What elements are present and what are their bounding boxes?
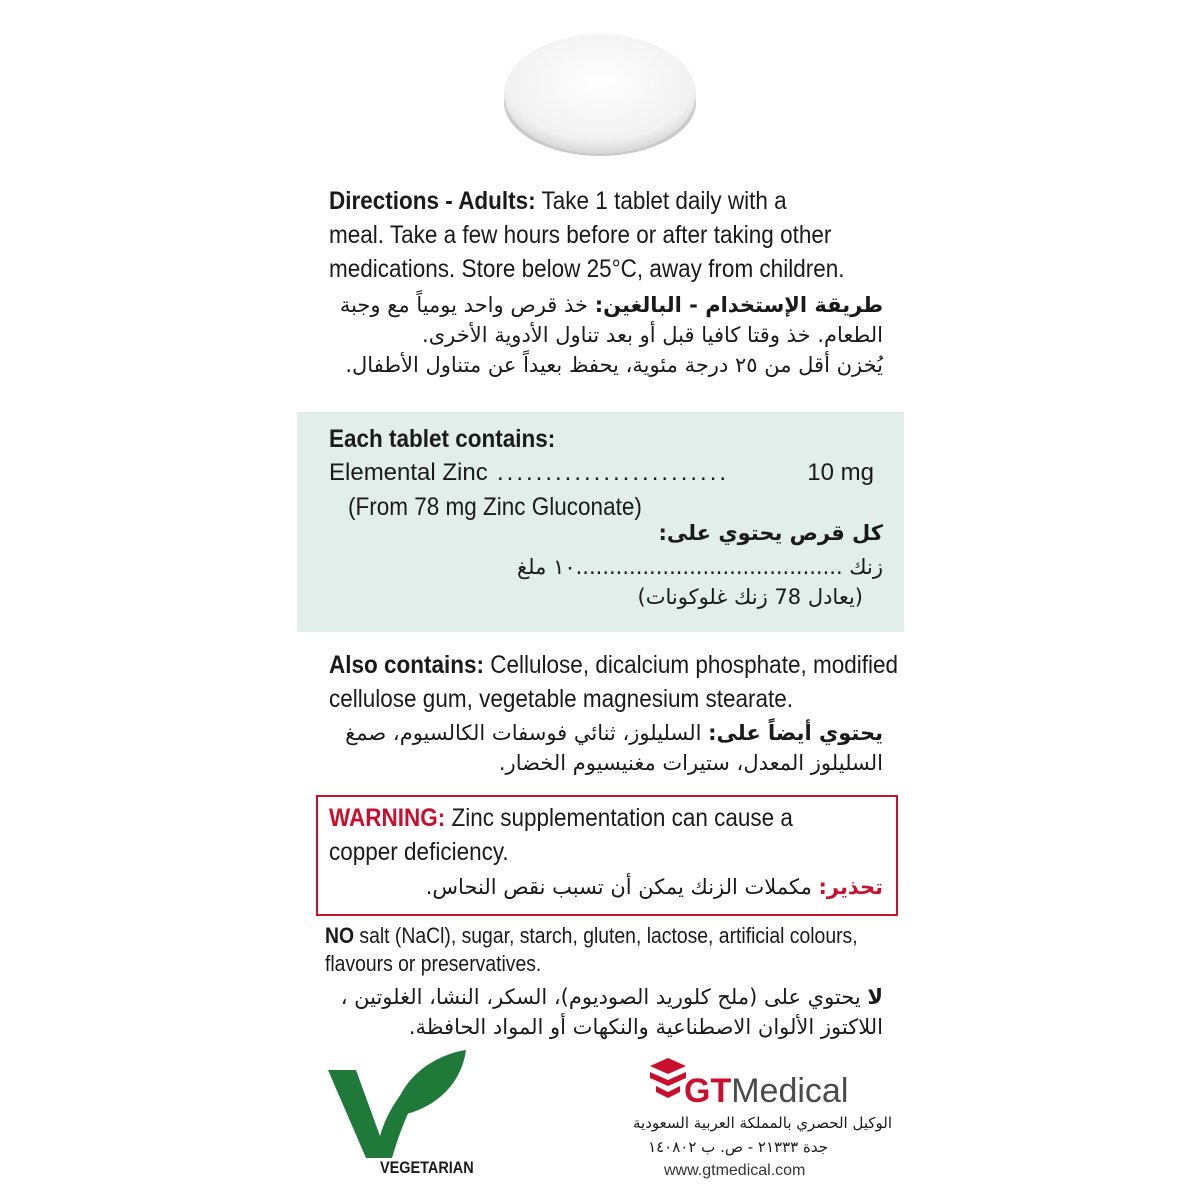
warning-label: WARNING:	[329, 804, 446, 832]
gt-brand: GT	[684, 1072, 732, 1110]
ingredient-name: Elemental Zinc	[329, 459, 488, 486]
gt-name: Medical	[731, 1072, 849, 1110]
directions-arabic	[303, 290, 883, 380]
zinc-row-arabic: زنك ........................................١٠ ملغ	[517, 555, 883, 579]
warning-line-1: Zinc supplementation can cause a	[445, 804, 793, 832]
tablet-image	[503, 28, 697, 158]
vegetarian-label: VEGETARIAN	[380, 1158, 474, 1177]
free-from-arabic-line-1: يحتوي على (ملح كلوريد الصوديوم)، السكر، النشا، الغلوتين ،	[340, 985, 868, 1009]
vegetarian-v-leaf-icon	[328, 1050, 468, 1160]
free-from-label-arabic: لا	[867, 985, 883, 1009]
also-contains-arabic	[323, 718, 883, 778]
directions-label: Directions - Adults:	[329, 187, 536, 215]
ingredient-source-arabic: (يعادل 78 زنك غلوكونات)	[637, 585, 863, 609]
directions-label-arabic: طريقة الإستخدام - البالغين:	[594, 293, 883, 317]
gt-medical-logo-text	[684, 1072, 848, 1110]
free-from-english	[325, 922, 858, 978]
warning-english	[329, 801, 793, 869]
zinc-row	[329, 456, 874, 490]
free-from-arabic-line-2: اللاكتوز الألوان الاصطناعية والنكهات أو المواد الحافظة.	[408, 1015, 883, 1039]
also-contains-arabic-line-1: السليلوز، ثنائي فوسفات الكالسيوم، صمغ	[345, 721, 709, 745]
directions-line-2: meal. Take a few hours before or after taking other	[329, 221, 832, 249]
also-contains-english	[329, 648, 898, 716]
directions-arabic-line-3: يُخزن أقل من ٢٥ درجة مئوية، يحفظ بعيداً عن متناول الأطفال.	[345, 353, 883, 377]
distributor-address: جدة ٢١٣٣٣ - ص. ب ١٤٠٨٠٢	[648, 1138, 828, 1156]
ingredient-amount: 10 mg	[807, 459, 874, 486]
composition-title-text: Each tablet contains:	[329, 425, 556, 453]
free-from-label: NO	[325, 923, 355, 948]
exclusive-agent-text: الوكيل الحصري بالمملكة العربية السعودية	[633, 1114, 892, 1132]
directions-line-3: medications. Store below 25°C, away from children.	[329, 255, 845, 283]
free-from-line-2: flavours or preservatives.	[325, 951, 542, 976]
also-contains-line-2: cellulose gum, vegetable magnesium stearate.	[329, 685, 794, 713]
warning-arabic	[323, 872, 883, 902]
gt-medical-logo-icon	[646, 1058, 688, 1100]
directions-arabic-line-1: خذ قرص واحد يومياً مع وجبة	[339, 293, 595, 317]
directions-arabic-line-2: الطعام. خذ وقتا كافيا قبل أو بعد تناول الأدوية الأخرى.	[422, 323, 883, 347]
directions-english	[329, 184, 844, 286]
also-contains-arabic-line-2: السليلوز المعدل، ستيرات مغنيسيوم الخضار.	[498, 751, 883, 775]
warning-text-arabic: مكملات الزنك يمكن أن تسبب نقص النحاس.	[425, 875, 819, 899]
composition-arabic	[323, 518, 883, 612]
free-from-arabic	[313, 982, 883, 1042]
also-contains-line-1: Cellulose, dicalcium phosphate, modified	[484, 651, 899, 679]
warning-label-arabic: تحذير:	[818, 875, 883, 899]
composition-title	[329, 422, 555, 456]
composition-title-arabic: كل قرص يحتوي على:	[658, 521, 883, 545]
website-link[interactable]: www.gtmedical.com	[664, 1162, 806, 1179]
directions-line-1: Take 1 tablet daily with a	[535, 187, 787, 215]
free-from-line-1: salt (NaCl), sugar, starch, gluten, lactose, artificial colours,	[354, 923, 858, 948]
leader-dots: ........................	[497, 459, 730, 486]
warning-line-2: copper deficiency.	[329, 838, 509, 866]
also-contains-label-arabic: يحتوي أيضاً على:	[708, 721, 883, 745]
ingredient-source: (From 78 mg Zinc Gluconate)	[348, 493, 642, 521]
also-contains-label: Also contains:	[329, 651, 485, 679]
